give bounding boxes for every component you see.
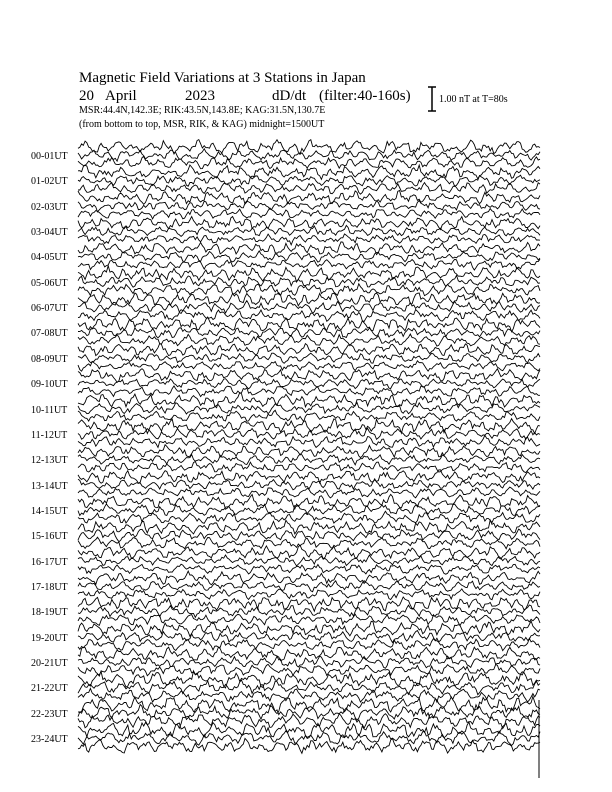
hour-row [78, 470, 540, 498]
hour-row [78, 242, 540, 270]
hour-row [78, 545, 540, 574]
trace-kag [78, 696, 540, 713]
date-day: 20 [79, 88, 94, 104]
hour-label: 09-10UT [31, 379, 68, 391]
filter-label: (filter:40-160s) [319, 88, 411, 104]
hour-row [78, 293, 540, 322]
stations-line: MSR:44.4N,142.3E; RIK:43.5N,143.8E; KAG:31.5N,130.7E [79, 105, 326, 116]
trace-rik [78, 251, 540, 262]
scale-label: 1.00 nT at T=80s [439, 94, 508, 105]
hour-label: 01-02UT [31, 176, 68, 188]
hour-label: 03-04UT [31, 227, 68, 239]
hour-row [78, 191, 540, 219]
order-line: (from bottom to top, MSR, RIK, & KAG) midnight=1500UT [79, 119, 325, 130]
trace-msr [78, 462, 540, 473]
trace-msr [78, 738, 540, 753]
hour-label: 18-19UT [31, 607, 68, 619]
hour-row [78, 165, 540, 194]
chart-title: Magnetic Field Variations at 3 Stations in Japan [79, 70, 366, 86]
trace-rik [78, 201, 540, 212]
hour-row [78, 520, 540, 549]
trace-msr [78, 638, 540, 650]
trace-kag [78, 242, 540, 255]
hour-row [78, 217, 540, 245]
hour-label: 11-12UT [31, 429, 68, 441]
trace-msr [78, 435, 540, 447]
trace-kag [78, 191, 540, 205]
hour-row [78, 419, 540, 448]
hour-row [78, 696, 540, 728]
hour-label: 16-17UT [31, 556, 68, 568]
trace-rik [78, 705, 540, 721]
hour-label: 05-06UT [31, 277, 68, 289]
hour-row [78, 369, 540, 397]
hour-row [78, 393, 540, 422]
trace-rik [78, 149, 540, 161]
hour-row [78, 621, 540, 651]
trace-rik [78, 656, 540, 668]
trace-rik [78, 328, 540, 338]
trace-msr [78, 208, 540, 219]
trace-rik [78, 379, 540, 389]
hour-row [78, 647, 540, 676]
hour-label: 02-03UT [31, 201, 68, 213]
hour-label: 07-08UT [31, 328, 68, 340]
date-month: April [105, 88, 137, 104]
trace-kag [78, 165, 540, 180]
trace-kag [78, 470, 540, 483]
trace-msr [78, 614, 540, 625]
hour-label: 06-07UT [31, 303, 68, 315]
trace-rik [78, 581, 540, 592]
hour-row [78, 494, 540, 523]
hour-label: 15-16UT [31, 531, 68, 543]
hour-row [78, 344, 540, 372]
hour-row [78, 445, 540, 473]
hour-row [78, 317, 540, 346]
hour-label: 19-20UT [31, 632, 68, 644]
hour-row [78, 140, 540, 169]
hour-row [78, 597, 540, 626]
trace-kag [78, 445, 540, 458]
trace-rik [78, 454, 540, 465]
trace-msr [78, 183, 540, 195]
hour-label: 22-23UT [31, 708, 68, 720]
trace-msr [78, 156, 540, 168]
hour-label: 13-14UT [31, 480, 68, 492]
hour-row [78, 722, 540, 753]
trace-kag [78, 140, 540, 154]
trace-msr [78, 688, 540, 702]
trace-msr [78, 511, 540, 523]
trace-rik [78, 680, 540, 695]
hour-label: 08-09UT [31, 353, 68, 365]
hour-label: 14-15UT [31, 505, 68, 517]
hour-label: 20-21UT [31, 658, 68, 669]
hour-label: 12-13UT [31, 455, 68, 467]
hour-label: 17-18UT [31, 581, 68, 593]
trace-msr [78, 284, 540, 296]
hour-row [78, 266, 540, 296]
hour-label: 23-24UT [31, 734, 68, 746]
hour-label: 00-01UT [31, 151, 68, 162]
trace-msr [78, 714, 540, 729]
hour-row [78, 571, 540, 600]
trace-msr [78, 664, 540, 676]
trace-msr [78, 259, 540, 270]
trace-msr [78, 589, 540, 600]
trace-kag [78, 494, 540, 509]
hour-label: 10-11UT [31, 404, 68, 416]
hour-label: 21-22UT [31, 683, 68, 695]
quantity-label: dD/dt [272, 88, 307, 104]
trace-msr [78, 410, 540, 421]
trace-rik [78, 529, 540, 542]
trace-msr [78, 386, 540, 397]
trace-rik [78, 275, 540, 287]
trace-msr [78, 334, 540, 346]
trace-kag [78, 369, 540, 383]
trace-rik [78, 301, 540, 314]
trace-rik [78, 479, 540, 490]
date-year: 2023 [185, 88, 215, 104]
trace-msr [78, 361, 540, 371]
trace-kag [78, 217, 540, 230]
hour-label: 04-05UT [31, 252, 68, 264]
